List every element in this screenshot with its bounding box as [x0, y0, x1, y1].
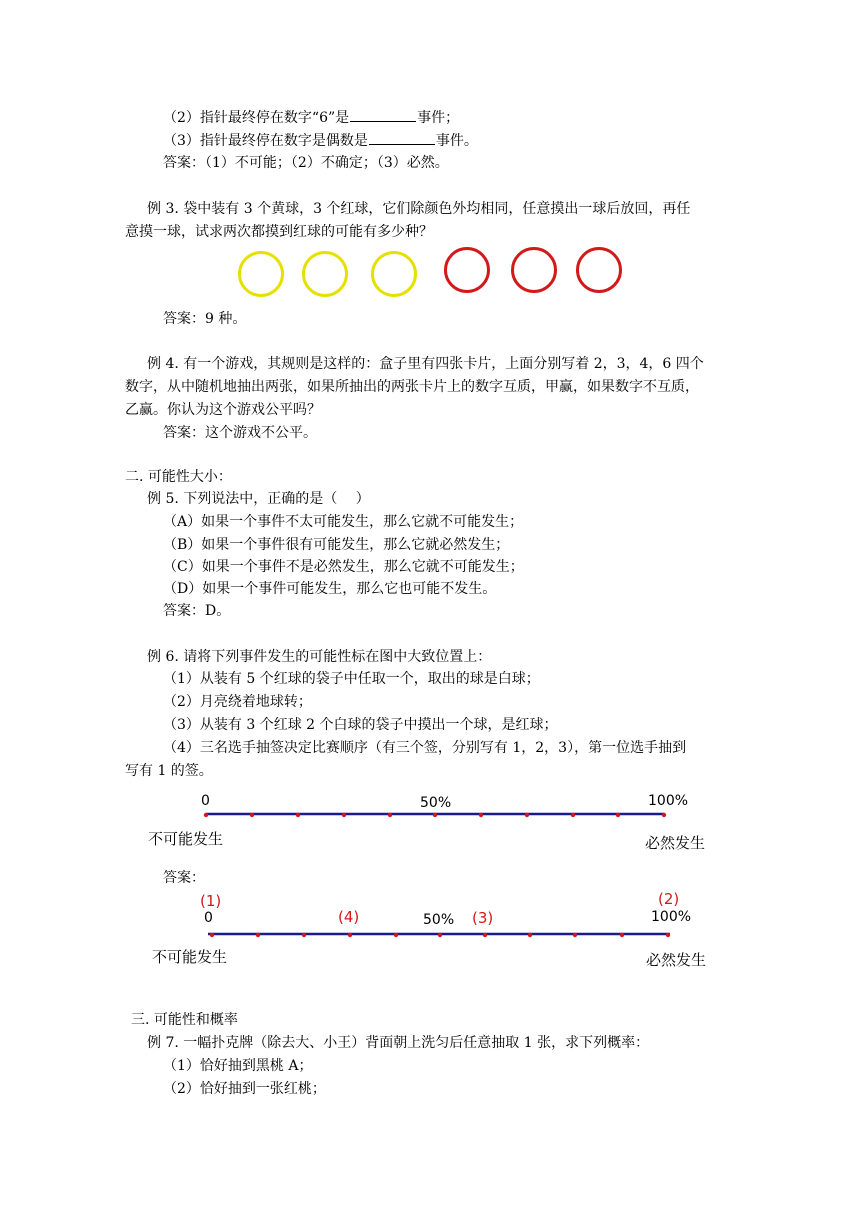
answer-scale-left-caption: 不可能发生	[152, 948, 228, 966]
ex2-q2	[163, 107, 459, 128]
answer-scale-label-0: 0	[204, 910, 213, 926]
ex5-option-d: （D）如果一个事件可能发生，那么它也可能不发生。	[163, 581, 497, 597]
answer-scale-tick	[348, 933, 352, 937]
scale-tick	[571, 813, 575, 817]
scale-tick	[250, 813, 254, 817]
ex6-answer-label: 答案：	[163, 870, 205, 886]
ex3-line2: 意摸一球，试求两次都摸到红球的可能有多少种？	[125, 224, 433, 240]
scale-label-50: 50%	[420, 795, 452, 811]
ex6-item4-line2: 写有 1 的签。	[125, 763, 213, 779]
answer-scale-tick	[573, 933, 577, 937]
scale-tick	[204, 813, 208, 817]
ex2-q3-prefix: （3）指针最终停在数字是偶数是	[163, 133, 368, 149]
scale-right-caption: 必然发生	[645, 834, 706, 852]
answer-scale-label-50: 50%	[423, 912, 455, 928]
answer-scale-tick	[528, 933, 532, 937]
red-ball-1	[444, 247, 490, 293]
red-ball-2	[511, 247, 557, 293]
answer-scale-tick	[483, 933, 487, 937]
ex5-answer: 答案：D。	[163, 603, 231, 619]
ex2-q3-blank	[369, 130, 435, 145]
ex2-q2-prefix: （2）指针最终停在数字“6”是	[163, 110, 350, 126]
ex2-q2-blank	[350, 107, 416, 122]
ex2-q2-suffix: 事件；	[417, 110, 460, 126]
ex3-answer: 答案：9 种。	[163, 311, 247, 327]
ex4-line3: 乙赢。你认为这个游戏公平吗？	[125, 402, 321, 418]
ex7-item2: （2）恰好抽到一张红桃；	[163, 1081, 326, 1097]
ex3-line1: 例 3. 袋中装有 3 个黄球，3 个红球，它们除颜色外均相同，任意摸出一球后放回，再任	[147, 201, 691, 217]
scale-tick	[388, 813, 392, 817]
probability-scale	[140, 785, 740, 860]
ex2-q3	[163, 130, 478, 151]
answer-scale-tick	[438, 933, 442, 937]
ex5-stem: 例 5. 下列说法中，正确的是（ ）	[147, 491, 370, 507]
ex6-item2: （2）月亮绕着地球转；	[163, 694, 312, 710]
answer-scale-right-caption: 必然发生	[646, 951, 707, 969]
scale-tick	[296, 813, 300, 817]
answer-scale-tick	[394, 933, 398, 937]
answer-scale-tick	[620, 933, 624, 937]
yellow-ball-3	[371, 251, 417, 297]
section3-title: 三. 可能性和概率	[131, 1012, 238, 1028]
scale-tick	[342, 813, 346, 817]
scale-left-caption: 不可能发生	[148, 830, 224, 848]
ex6-item3: （3）从装有 3 个红球 2 个白球的袋子中摸出一个球，是红球；	[163, 717, 558, 733]
ex6-item4-line1: （4）三名选手抽签决定比赛顺序（有三个签，分别写有 1，2，3），第一位选手抽到	[163, 740, 687, 756]
answer-mark-4: (4)	[338, 908, 360, 926]
ex6-item1: （1）从装有 5 个红球的袋子中任取一个，取出的球是白球；	[163, 671, 540, 687]
ex7-item1: （1）恰好抽到黑桃 A；	[163, 1058, 313, 1074]
ex4-answer: 答案：这个游戏不公平。	[163, 425, 317, 441]
scale-label-100: 100%	[648, 793, 689, 809]
scale-tick	[525, 813, 529, 817]
answer-scale-tick	[666, 933, 670, 937]
ex5-option-a: （A）如果一个事件不太可能发生，那么它就不可能发生；	[163, 514, 524, 530]
ex4-line1: 例 4. 有一个游戏，其规则是这样的：盒子里有四张卡片，上面分别写着 2，3，4，6 四个	[147, 356, 704, 372]
answer-mark-2: (2)	[658, 890, 680, 908]
scale-tick	[616, 813, 620, 817]
ex6-stem: 例 6. 请将下列事件发生的可能性标在图中大致位置上：	[147, 649, 492, 665]
ex4-line2: 数字，从中随机地抽出两张，如果所抽出的两张卡片上的数字互质，甲赢，如果数字不互质，	[125, 379, 699, 395]
answer-probability-scale	[140, 887, 740, 972]
answer-mark-3: (3)	[472, 909, 494, 927]
ex5-option-b: （B）如果一个事件很有可能发生，那么它就必然发生；	[163, 537, 510, 553]
scale-tick	[479, 813, 483, 817]
yellow-ball-2	[302, 251, 348, 297]
red-ball-3	[576, 247, 622, 293]
section2-title: 二. 可能性大小：	[125, 469, 232, 485]
yellow-ball-1	[238, 251, 284, 297]
answer-scale-tick	[210, 933, 214, 937]
ex5-option-c: （C）如果一个事件不是必然发生，那么它就不可能发生；	[163, 559, 524, 575]
answer-mark-1: (1)	[200, 892, 222, 910]
answer-scale-label-100: 100%	[651, 909, 692, 925]
scale-tick	[433, 813, 437, 817]
scale-tick	[662, 813, 666, 817]
ex7-stem: 例 7. 一幅扑克牌（除去大、小王）背面朝上洗匀后任意抽取 1 张，求下列概率：	[147, 1035, 650, 1051]
scale-label-0: 0	[201, 793, 210, 809]
ex2-q3-suffix: 事件。	[435, 133, 478, 149]
answer-scale-tick	[256, 933, 260, 937]
answer-scale-tick	[302, 933, 306, 937]
ex2-answer: 答案：（1）不可能；（2）不确定；（3）必然。	[163, 155, 449, 171]
